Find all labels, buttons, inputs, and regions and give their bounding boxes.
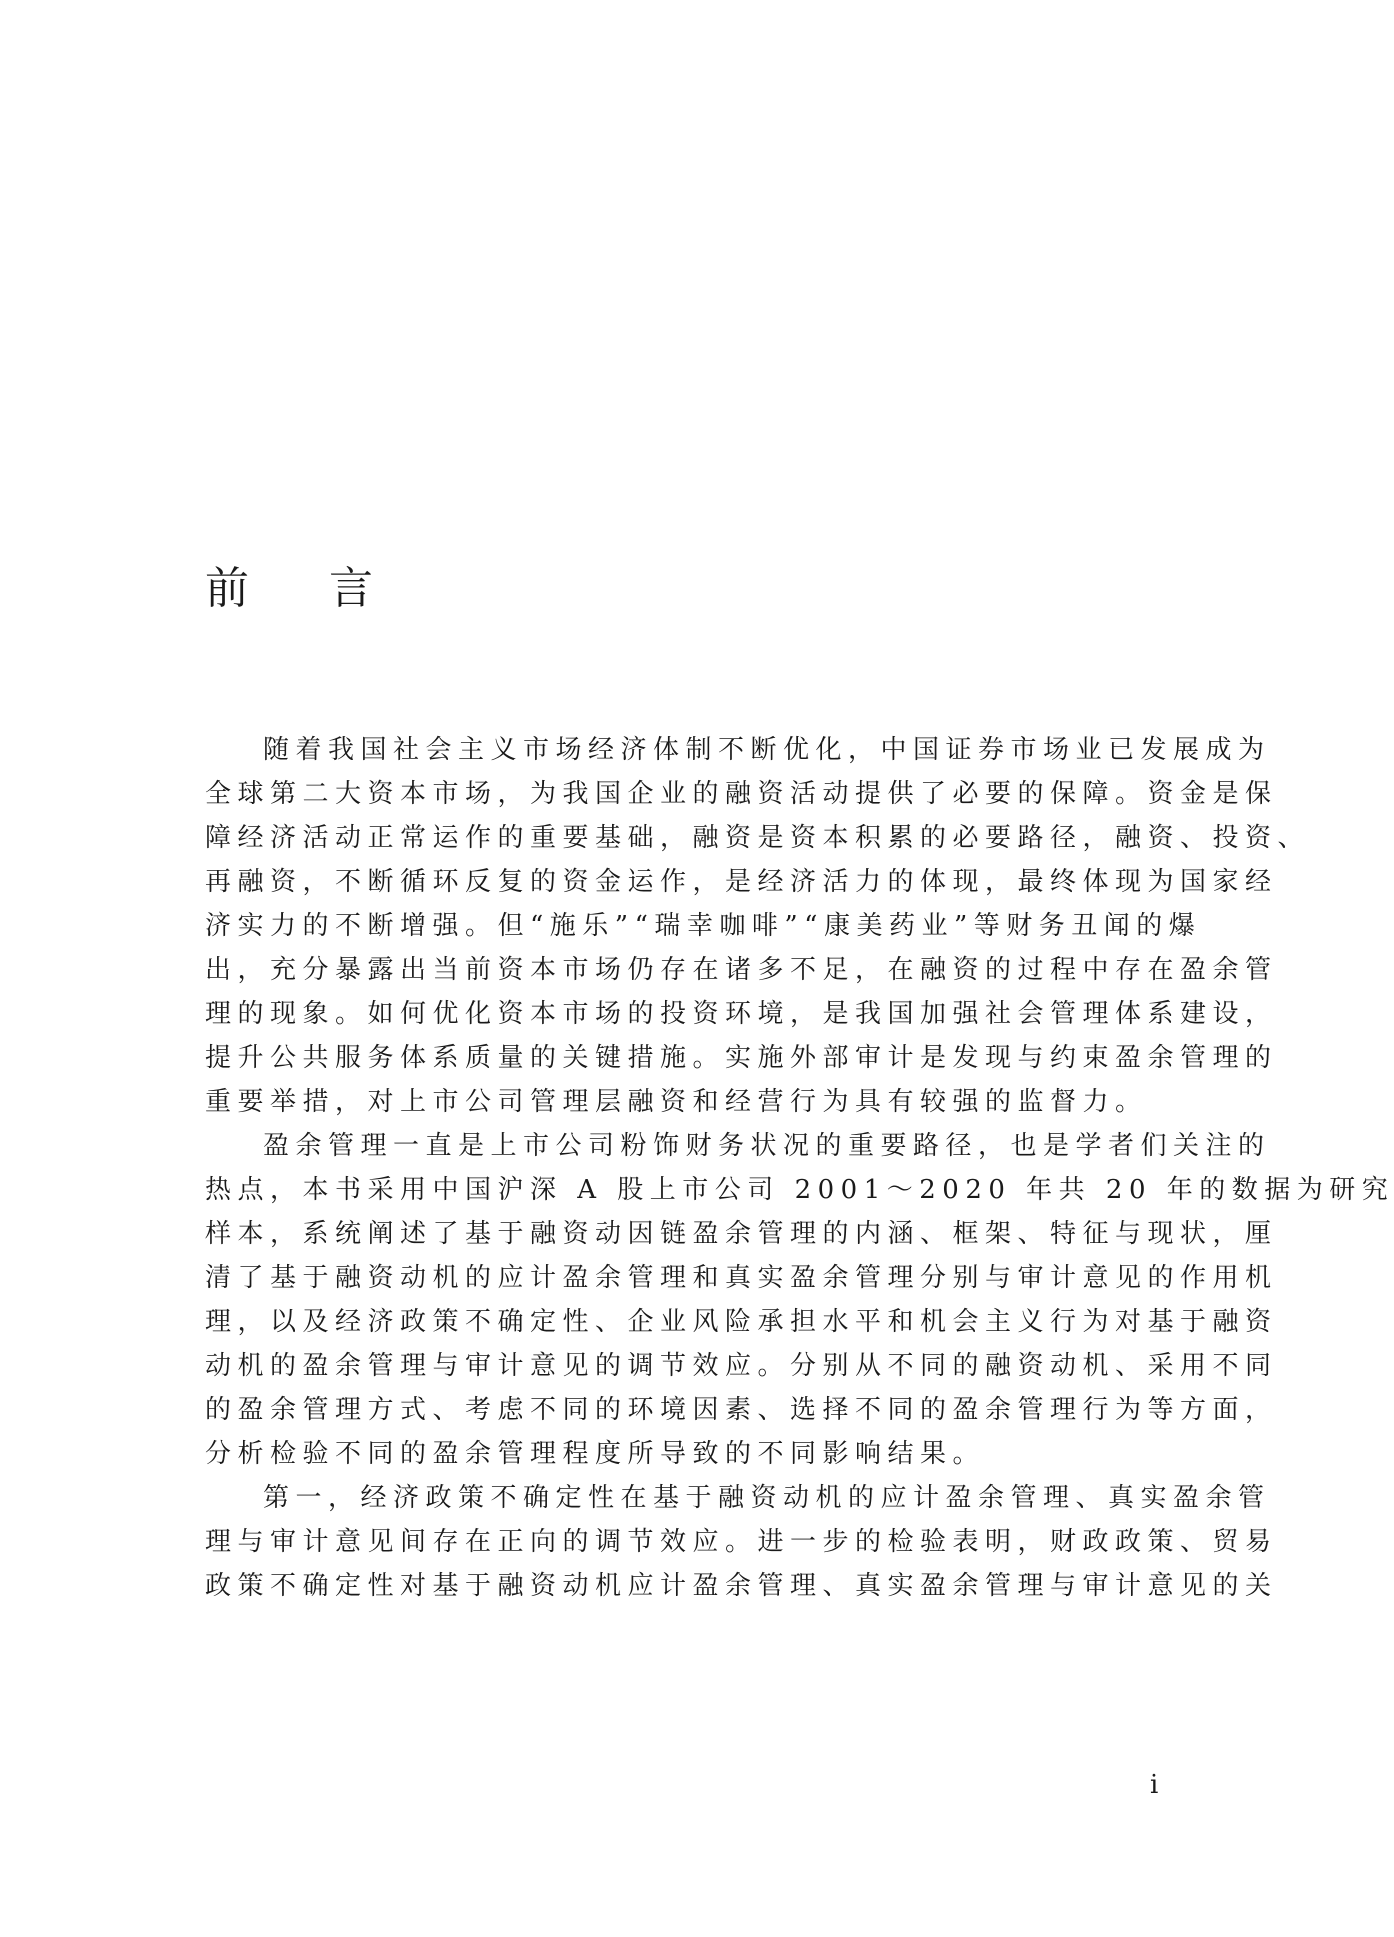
paragraph-line: 再融资，不断循环反复的资金运作，是经济活力的体现，最终体现为国家经 xyxy=(205,867,1278,897)
paragraph-line: 的盈余管理方式、考虑不同的环境因素、选择不同的盈余管理行为等方面， xyxy=(205,1395,1278,1425)
paragraph-line: 分析检验不同的盈余管理程度所导致的不同影响结果。 xyxy=(205,1439,986,1469)
paragraph-line: 障经济活动正常运作的重要基础，融资是资本积累的必要路径，融资、投资、 xyxy=(205,823,1311,853)
paragraph-line: 提升公共服务体系质量的关键措施。实施外部审计是发现与约束盈余管理的 xyxy=(205,1043,1278,1073)
paragraph-line: 样本，系统阐述了基于融资动因链盈余管理的内涵、框架、特征与现状，厘 xyxy=(205,1219,1278,1249)
paragraph-line: 政策不确定性对基于融资动机应计盈余管理、真实盈余管理与审计意见的关 xyxy=(205,1571,1278,1601)
paragraph-line: 理的现象。如何优化资本市场的投资环境，是我国加强社会管理体系建设， xyxy=(205,999,1278,1029)
paragraph-line: 随着我国社会主义市场经济体制不断优化，中国证券市场业已发展成为 xyxy=(263,735,1271,765)
body-text xyxy=(205,728,1394,1608)
paragraph-line: 清了基于融资动机的应计盈余管理和真实盈余管理分别与审计意见的作用机 xyxy=(205,1263,1278,1293)
paragraph-line: 理与审计意见间存在正向的调节效应。进一步的检验表明，财政政策、贸易 xyxy=(205,1527,1278,1557)
paragraph-line: 动机的盈余管理与审计意见的调节效应。分别从不同的融资动机、采用不同 xyxy=(205,1351,1278,1381)
paragraph-line: 第一，经济政策不确定性在基于融资动机的应计盈余管理、真实盈余管 xyxy=(263,1483,1271,1513)
page-number: i xyxy=(1150,1770,1159,1800)
paragraph-line: 重要举措，对上市公司管理层融资和经营行为具有较强的监督力。 xyxy=(205,1087,1148,1117)
paragraph-line: 济实力的不断增强。但“施乐”“瑞幸咖啡”“康美药业”等财务丑闻的爆 xyxy=(205,911,1202,941)
paragraph-line: 全球第二大资本市场，为我国企业的融资活动提供了必要的保障。资金是保 xyxy=(205,779,1278,809)
paragraph-line: 出，充分暴露出当前资本市场仍存在诸多不足，在融资的过程中存在盈余管 xyxy=(205,955,1278,985)
paragraph-line: 盈余管理一直是上市公司粉饰财务状况的重要路径，也是学者们关注的 xyxy=(263,1131,1271,1161)
paragraph-line: 理，以及经济政策不确定性、企业风险承担水平和机会主义行为对基于融资 xyxy=(205,1307,1278,1337)
page-title: 前言 xyxy=(205,563,453,615)
paragraph-line: 热点，本书采用中国沪深 A 股上市公司 2001～2020 年共 20 年的数据为研究 xyxy=(205,1175,1394,1205)
